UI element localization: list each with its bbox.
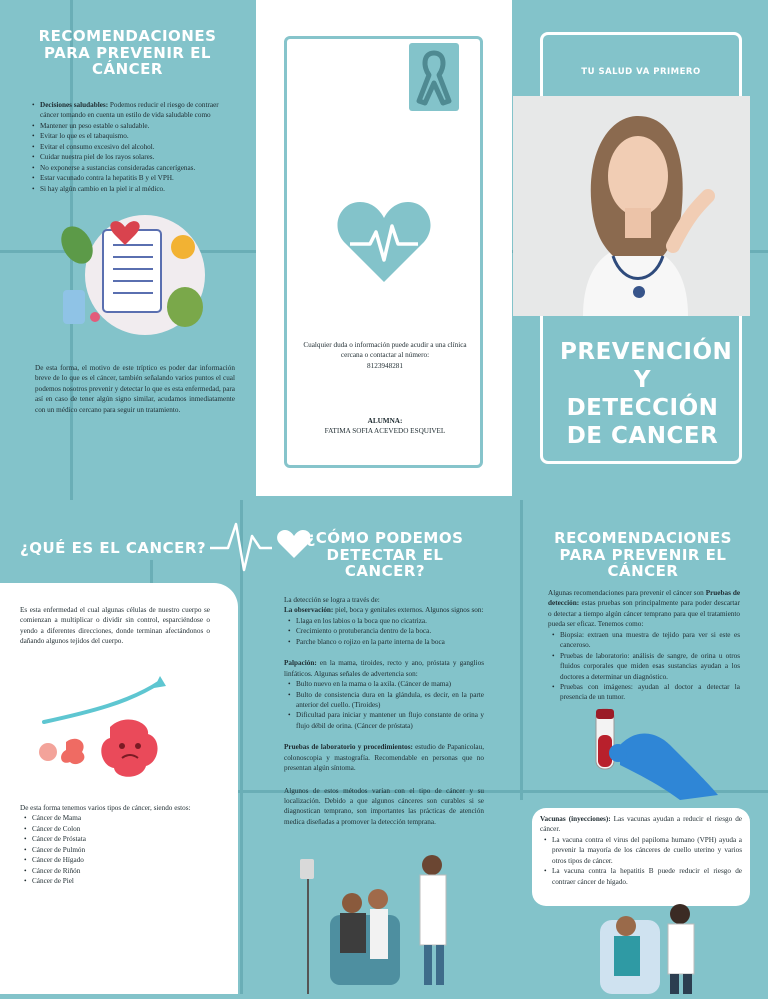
detection-intro: La detección se logra a través de: — [284, 596, 380, 604]
list-item: • Cuidar nuestra piel de los rayos solares. — [40, 152, 238, 162]
heart-pulse-icon — [336, 198, 432, 286]
list-item: • Bulto de consistencia dura en la glándula, es decir, en la parte anterior del cuello. (Tiroides) — [296, 690, 484, 711]
doctor-photo — [513, 96, 750, 316]
list-item: • Cáncer de Riñón — [32, 866, 220, 876]
tagline: TU SALUD VA PRIMERO — [581, 67, 701, 77]
student-block — [290, 416, 480, 437]
cells-illustration — [30, 672, 200, 787]
list-item: • Cáncer de Mama — [32, 813, 220, 823]
p4-title: ¿QUÉ ES EL CANCER? — [20, 539, 207, 557]
phone-number: 8123948281 — [367, 361, 403, 370]
p5-body — [284, 595, 484, 827]
list-item: • Cáncer de Pulmón — [32, 845, 220, 855]
grid-line — [520, 500, 523, 800]
vaccination-illustration — [590, 900, 710, 994]
list-item: • Si hay algún cambio en la piel ir al médico. — [40, 184, 238, 194]
list-item: • Llaga en los labios o la boca que no cicatriza. — [296, 616, 484, 626]
list-item: • La vacuna contra el virus del papiloma humano (VPH) ayuda a prevenir la mayoría de los cánceres de cuello uterino y varios otros tipos de cáncer. — [552, 835, 742, 866]
patient-care-illustration — [290, 845, 460, 994]
health-checklist-illustration — [55, 205, 215, 335]
p1-title: RECOMENDACIONES PARA PREVENIR EL CÁNCER — [38, 27, 217, 78]
ribbon-icon — [409, 43, 459, 111]
list-item: • Pruebas de laboratorio: análisis de sangre, de orina u otros fluidos corporales que miden esas sustancias ayudan a los doctores a determinar un diagnóstico. — [560, 651, 740, 682]
vaccine-intro: Vacunas (inyecciones): Las vacunas ayudan a reducir el riesgo de cáncer. — [540, 815, 742, 834]
list-item: • Biopsia: extraen una muestra de tejido para ver si este es canceroso. — [560, 630, 740, 651]
list-item: • Cáncer de Colon — [32, 824, 220, 834]
vaccine-card — [532, 808, 750, 906]
list-item: • Cáncer de Hígado — [32, 855, 220, 865]
p1-list — [28, 100, 238, 194]
blood-sample-illustration — [580, 705, 720, 800]
heart-icon — [210, 508, 310, 578]
closing-paragraph: Algunos de estos métodos varían con el tipo de cáncer y su localización. Debido a que algunos cánceres son curables si se diagnostican temprano, son importantes las prácticas de atención medica diseñadas a promover la detección temprana. — [284, 786, 484, 826]
student-name: FATIMA SOFIA ACEVEDO ESQUIVEL — [324, 427, 446, 436]
list-item: • Bulto nuevo en la mama o la axila. (Cáncer de mama) — [296, 679, 484, 689]
cancer-types — [20, 803, 220, 887]
p6-intro: Algunas recomendaciones para prevenir el cáncer son Pruebas de detección: estas pruebas son principalmente para poder descartar o detectar a tiempo algún cáncer temprano para que el tratamiento pueda ser eficaz. Tenemos como: — [548, 589, 741, 629]
list-item: • Parche blanco o rojizo en la parte interna de la boca — [296, 637, 484, 647]
list-item: • Evitar lo que es el tabaquismo. — [40, 131, 238, 141]
list-item: • Evitar el consumo excesivo del alcohol. — [40, 142, 238, 152]
list-item: • Pruebas con imágenes: ayudan al doctor a detectar la presencia de un tumor. — [560, 682, 740, 703]
list-item: • La vacuna contra la hepatitis B puede reducir el riesgo de contraer cáncer de hígado. — [552, 866, 742, 887]
list-item: • Cáncer de Próstata — [32, 834, 220, 844]
p4-definition: Es esta enfermedad el cual algunas células de nuestro cuerpo se comienzan a multiplicar o dividir sin control, esparciéndose o yendo a diferentes direcciones, donde terminan afectándonos o dañando algunos tejidos del cuerpo. — [20, 606, 210, 646]
contact-text — [300, 340, 470, 371]
p5-title: ¿CÓMO PODEMOS DETECTAR EL CANCER? — [306, 529, 464, 580]
lab-paragraph: Pruebas de laboratorio y procedimientos: estudio de Papanicolau, colonoscopia y mastografía. Recomendable en personas que no presentan algún síntoma. — [284, 743, 484, 773]
p1-intro: De esta forma, el motivo de este tríptico es poder dar información breve de lo que es el cáncer, también señalando varios puntos el cual podemos nosotros prevenir y detectar lo que es esta enfermedad, para así en caso de tener algún signo similar, acudamos inmediatamente con un médico cercano para seguir un tratamiento. — [35, 364, 235, 414]
list-item: • Dificultad para iniciar y mantener un flujo constante de orina y flujo débil de orina. (Cáncer de próstata) — [296, 710, 484, 731]
list-item: • No exponerse a sustancias consideradas cancerígenas. — [40, 163, 238, 173]
list-item: • Cáncer de Piel — [32, 876, 220, 886]
list-item: • Decisiones saludables: Podemos reducir el riesgo de contraer cáncer tomando en cuenta un estilo de vida saludable como — [40, 100, 238, 121]
list-item: • Crecimiento o protuberancia dentro de la boca. — [296, 626, 484, 636]
types-intro: De esta forma tenemos varios tipos de cáncer, siendo estos: — [20, 804, 191, 812]
student-label: ALUMNA: — [367, 417, 403, 425]
p6-body — [548, 588, 740, 703]
list-item: • Estar vacunado contra la hepatitis B y el VPH. — [40, 173, 238, 183]
p6-title: RECOMENDACIONES PARA PREVENIR EL CÁNCER — [554, 529, 732, 580]
cover-title: PREVENCIÓN Y DETECCIÓN DE CANCER — [560, 339, 733, 450]
observation-paragraph: La observación: piel, boca y genitales externos. Algunos signos son: — [284, 606, 484, 615]
palpation-paragraph: Palpación: en la mama, tiroides, recto y ano, próstata y ganglios linfáticos. Algunas señales de advertencia son: — [284, 659, 484, 678]
list-item: • Mantener un peso estable o saludable. — [40, 121, 238, 131]
contact-label: Cualquier duda o información puede acudir a una clínica cercana o contactar al número: — [303, 341, 467, 360]
